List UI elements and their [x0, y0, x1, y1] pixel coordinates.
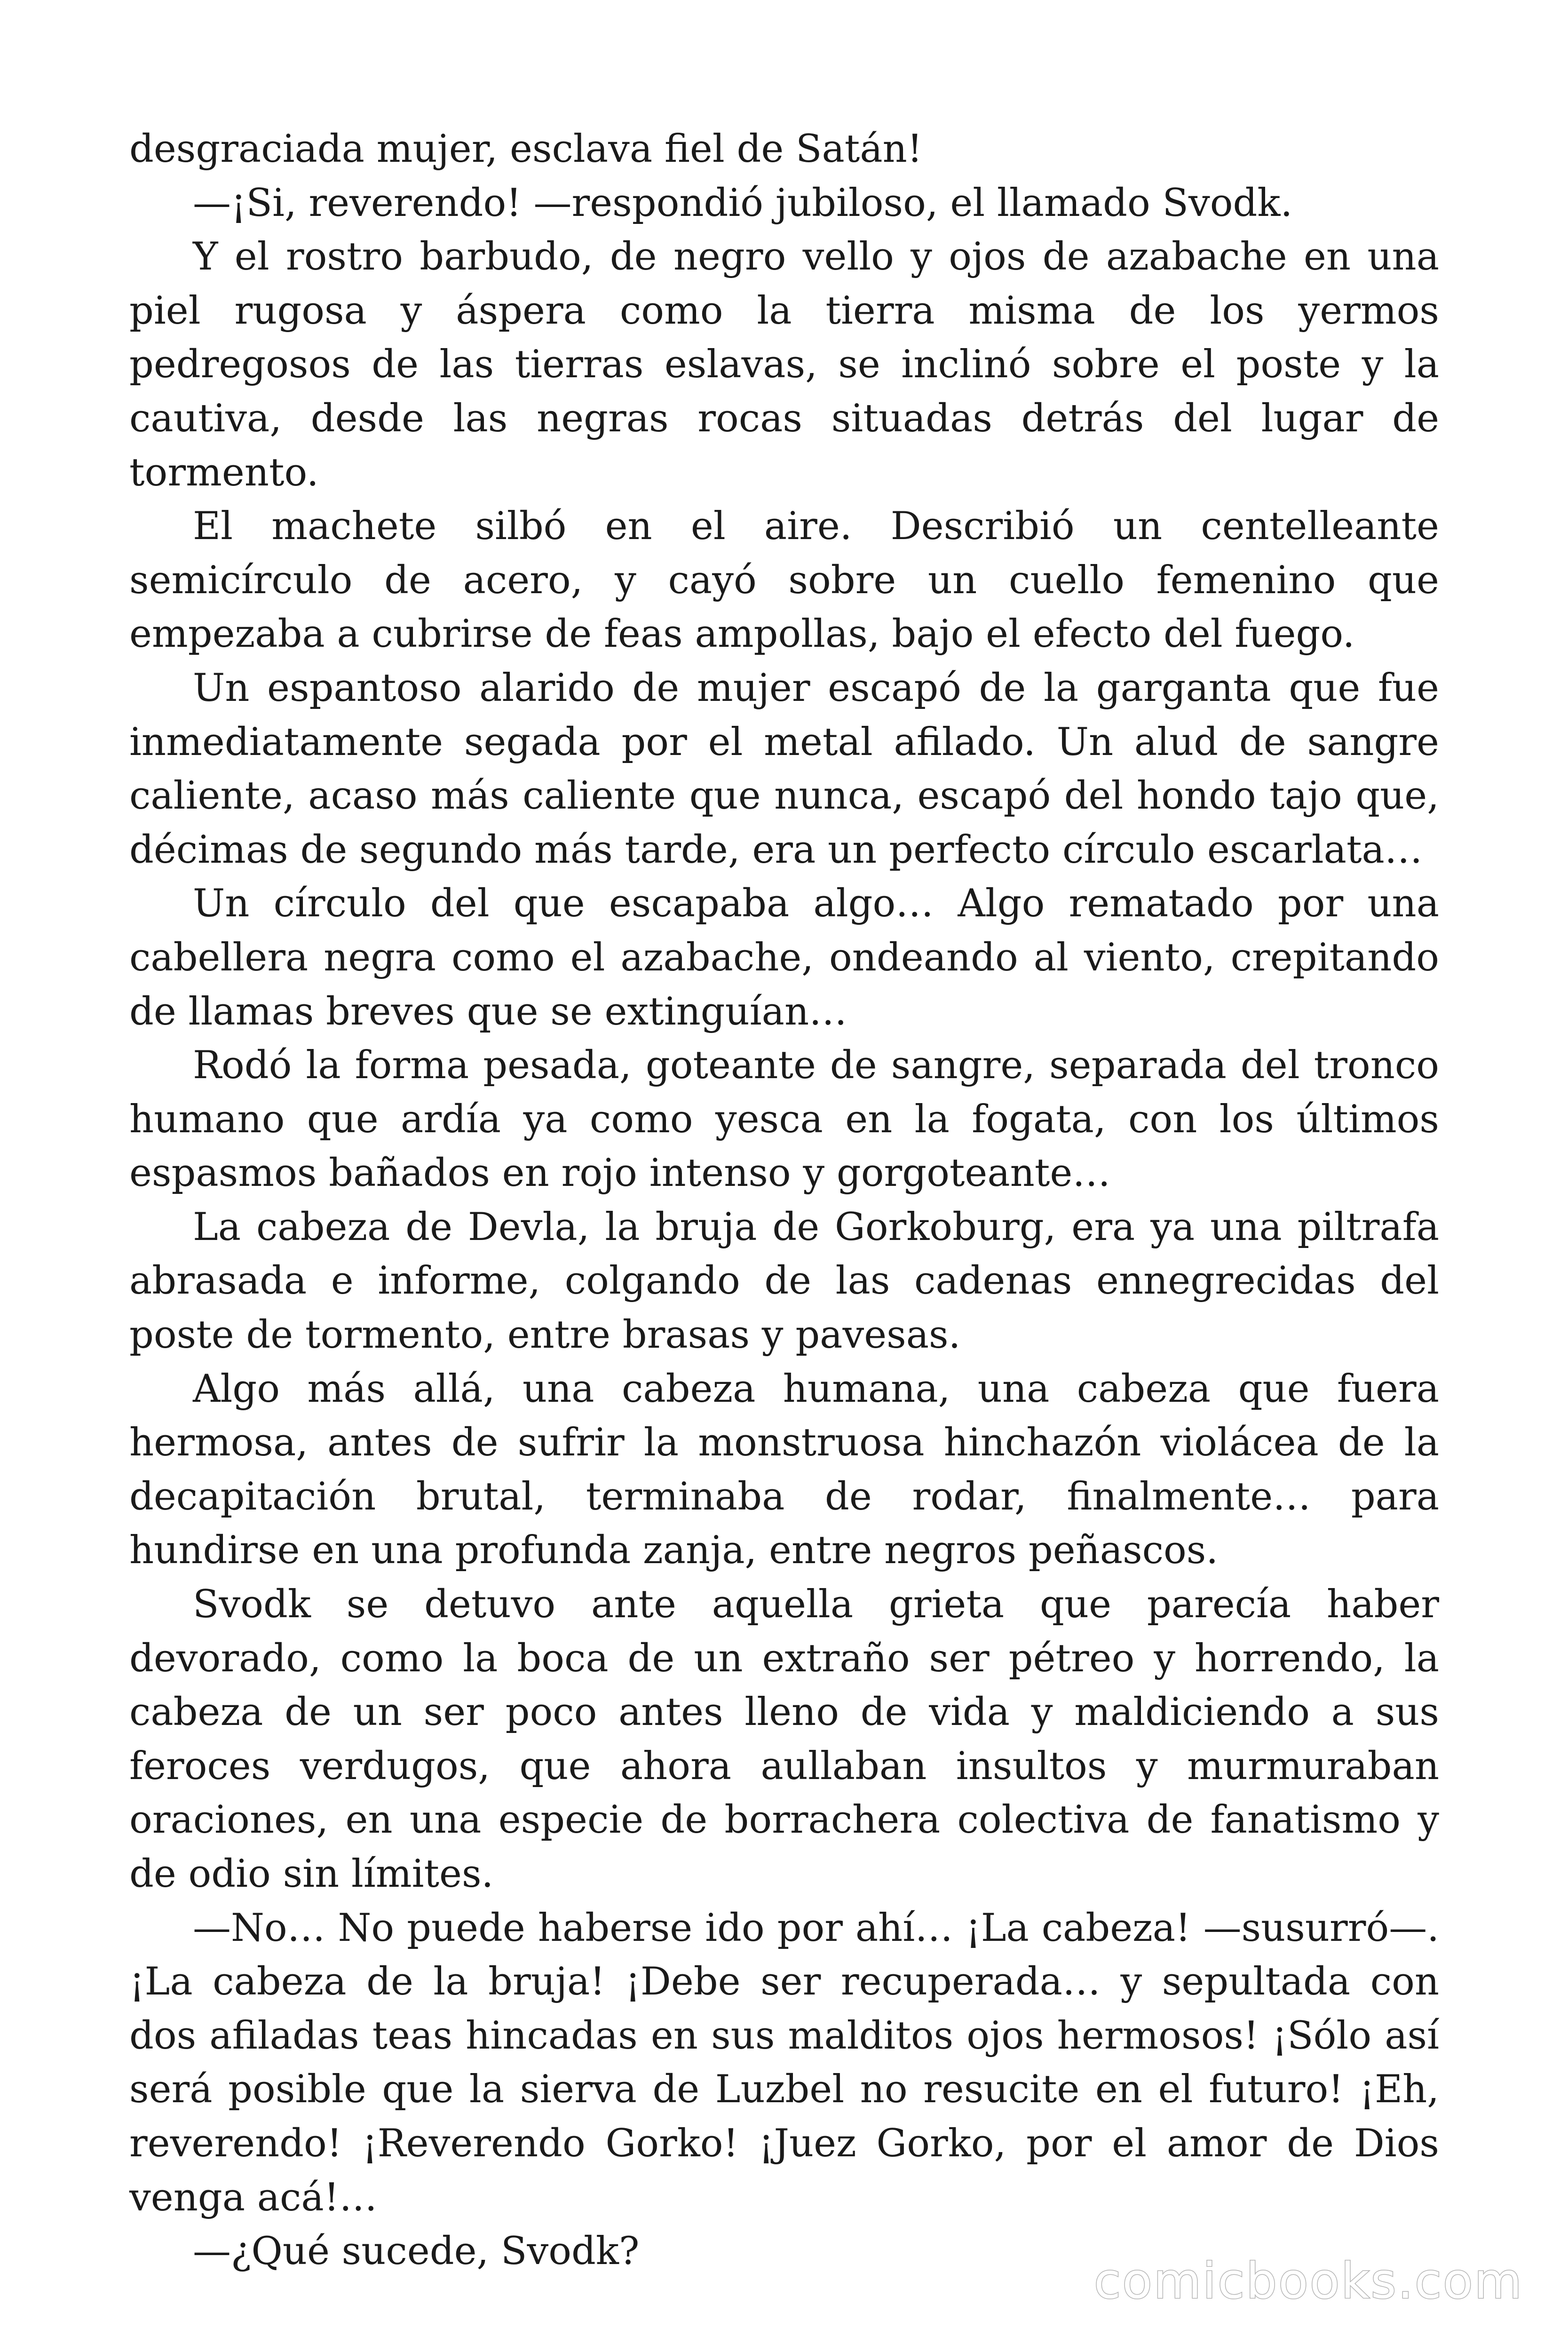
paragraph: —¿Qué sucede, Svodk? — [193, 2229, 640, 2274]
paragraph: Y el rostro barbudo, de negro vello y ojos de azabache en una piel rugosa y áspera como la tierra misma de los yermos pedregosos de las tierras eslavas, se inclinó sobre el poste y la cautiva, desde las negras rocas situadas detrás del lugar de tormento. — [129, 235, 1439, 495]
paragraph: Un espantoso alarido de mujer escapó de la garganta que fue inmediatamente segada por el metal afilado. Un alud de sangre caliente, acaso más caliente que nunca, escapó del hondo tajo que, décimas de segundo más tarde, era un perfecto círculo escarlata… — [129, 666, 1439, 872]
paragraph: Algo más allá, una cabeza humana, una cabeza que fuera hermosa, antes de sufrir la monstruosa hinchazón violácea de la decapitación brutal, terminaba de rodar, finalmente… para hundirse en una profunda zanja, entre negros peñascos. — [129, 1367, 1439, 1573]
paragraph: La cabeza de Devla, la bruja de Gorkoburg, era ya una piltrafa abrasada e informe, colgando de las cadenas ennegrecidas del poste de tormento, entre brasas y pavesas. — [129, 1205, 1439, 1358]
body-text — [129, 122, 1439, 2279]
paragraph: —¡Si, reverendo! —respondió jubiloso, el llamado Svodk. — [193, 181, 1293, 225]
paragraph: Svodk se detuvo ante aquella grieta que parecía haber devorado, como la boca de un extraño ser pétreo y horrendo, la cabeza de un ser poco antes lleno de vida y maldiciendo a sus feroces verdugos, que ahora aullaban insultos y murmuraban oraciones, en una especie de borrachera colectiva de fanatismo y de odio sin límites. — [129, 1582, 1439, 1896]
watermark: comicbooks.com — [1093, 2252, 1523, 2310]
paragraph: Un círculo del que escapaba algo… Algo rematado por una cabellera negra como el azabache, ondeando al viento, crepitando de llamas breves que se extinguían… — [129, 882, 1439, 1034]
paragraph: El machete silbó en el aire. Describió un centelleante semicírculo de acero, y cayó sobre un cuello femenino que empezaba a cubrirse de feas ampollas, bajo el efecto del fuego. — [129, 504, 1439, 657]
paragraph: Rodó la forma pesada, goteante de sangre, separada del tronco humano que ardía ya como yesca en la fogata, con los últimos espasmos bañados en rojo intenso y gorgoteante… — [129, 1043, 1439, 1196]
paragraph: —No… No puede haberse ido por ahí… ¡La cabeza! —susurró—. ¡La cabeza de la bruja! ¡Debe ser recuperada… y sepultada con dos afiladas teas hincadas en sus malditos ojos hermosos! ¡Sólo así será posible que la sierva de Luzbel no resucite en el futuro! ¡Eh, reverendo! ¡Reverendo Gorko! ¡Juez Gorko, por el amor de Dios venga acá!… — [129, 1906, 1439, 2220]
paragraph: desgraciada mujer, esclava fiel de Satán! — [129, 127, 923, 171]
